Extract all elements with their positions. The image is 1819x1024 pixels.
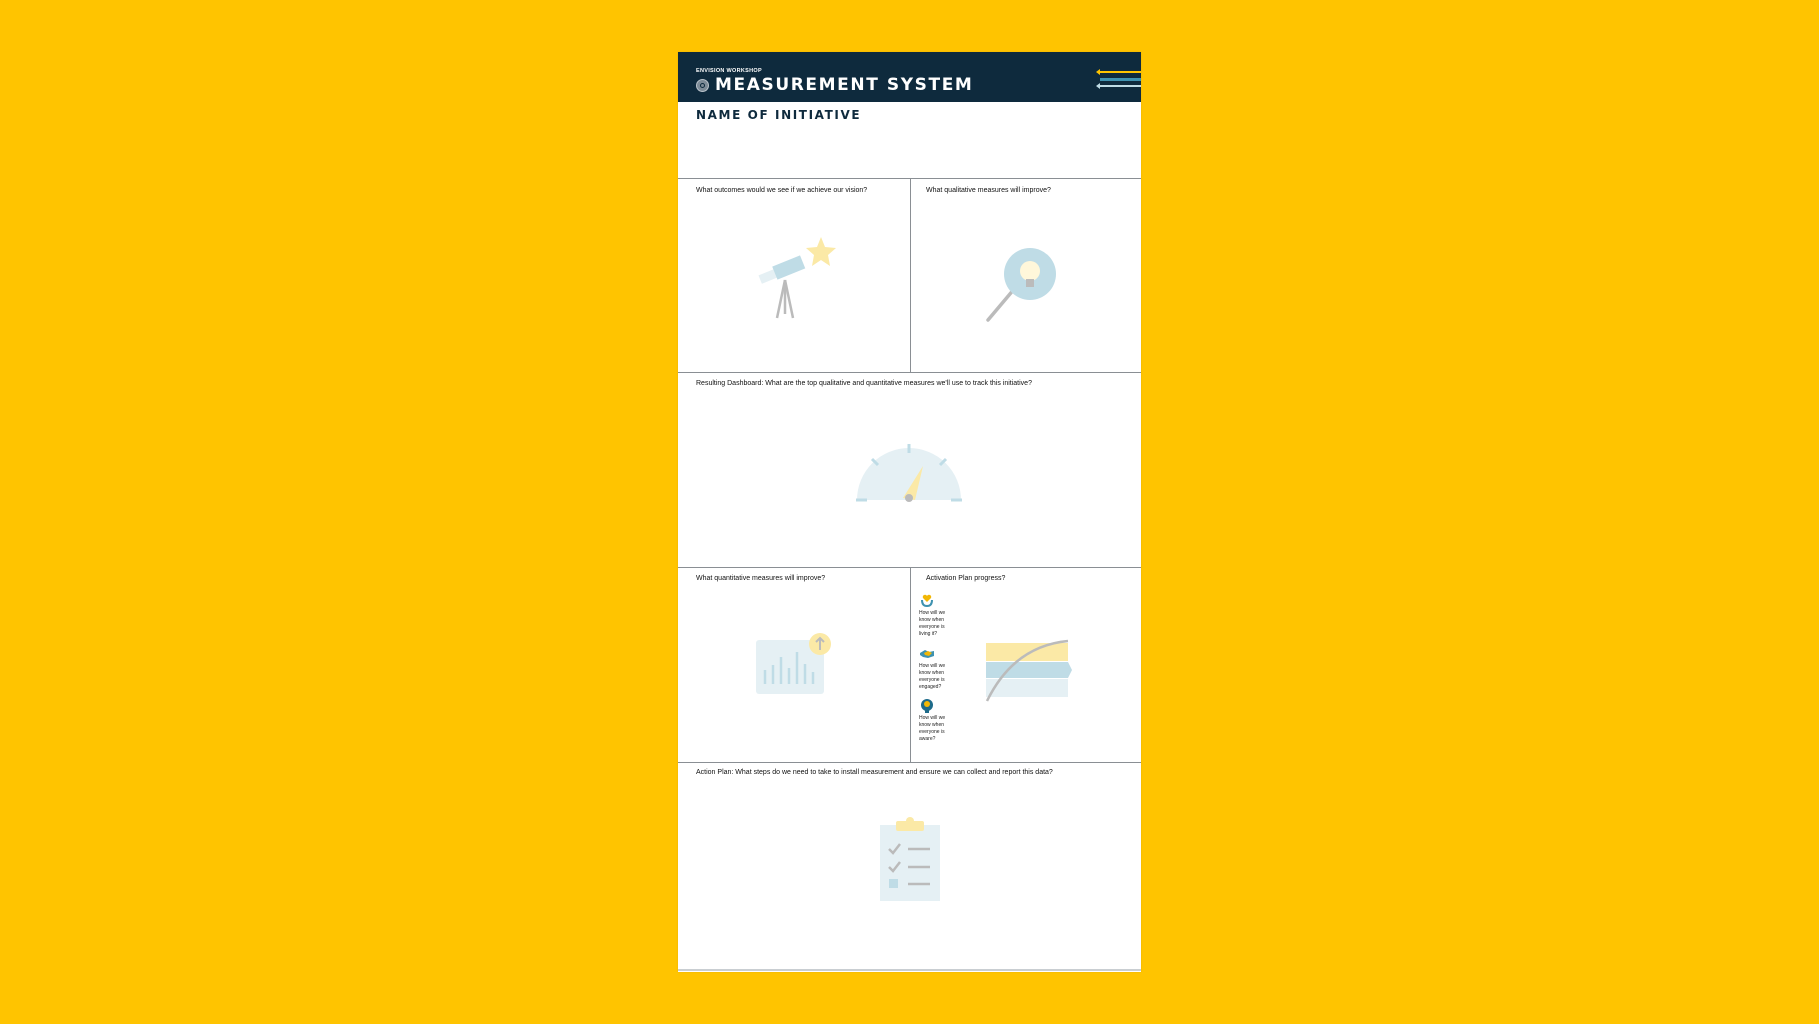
divider [910,567,911,762]
handshake-icon [919,646,935,662]
divider [910,178,911,372]
outcomes-question: What outcomes would we see if we achieve our vision? [696,187,868,194]
header-bar [678,52,1141,102]
activation-item-label: How will we know when everyone is living it? [919,610,946,637]
action-plan-question: Action Plan: What steps do we need to take to install measurement and ensure we can collect and report this data? [696,769,1053,776]
arrows-icon [1096,68,1141,92]
divider [678,762,1141,763]
heart-hands-icon [919,593,935,609]
initiative-name-label: NAME OF INITIATIVE [696,108,862,122]
activation-item-label: How will we know when everyone is engaged? [919,663,946,690]
page-title: MEASUREMENT SYSTEM [715,75,974,95]
activation-item-engaged [919,646,951,691]
magnifier-lightbulb-icon [983,246,1063,326]
head-lightbulb-icon [919,698,935,714]
divider [678,969,1141,971]
activation-item-aware [919,698,951,743]
activation-question: Activation Plan progress? [926,575,1006,582]
quantitative-question: What quantitative measures will improve? [696,575,826,582]
divider [678,372,1141,373]
dashboard-question: Resulting Dashboard: What are the top qualitative and quantitative measures we'll use to track this initiative? [696,380,1032,387]
activation-item-label: How will we know when everyone is aware? [919,715,946,742]
gauge-icon [854,442,964,508]
qualitative-question: What qualitative measures will improve? [926,187,1051,194]
bar-chart-up-icon [756,632,836,702]
header-kicker: ENVISION WORKSHOP [696,68,762,74]
activation-item-living [919,593,951,638]
worksheet [678,52,1141,972]
curve-layers-icon [984,638,1074,704]
telescope-star-icon [753,232,853,322]
clipboard-checklist-icon [878,817,942,903]
seal-icon [696,79,709,92]
